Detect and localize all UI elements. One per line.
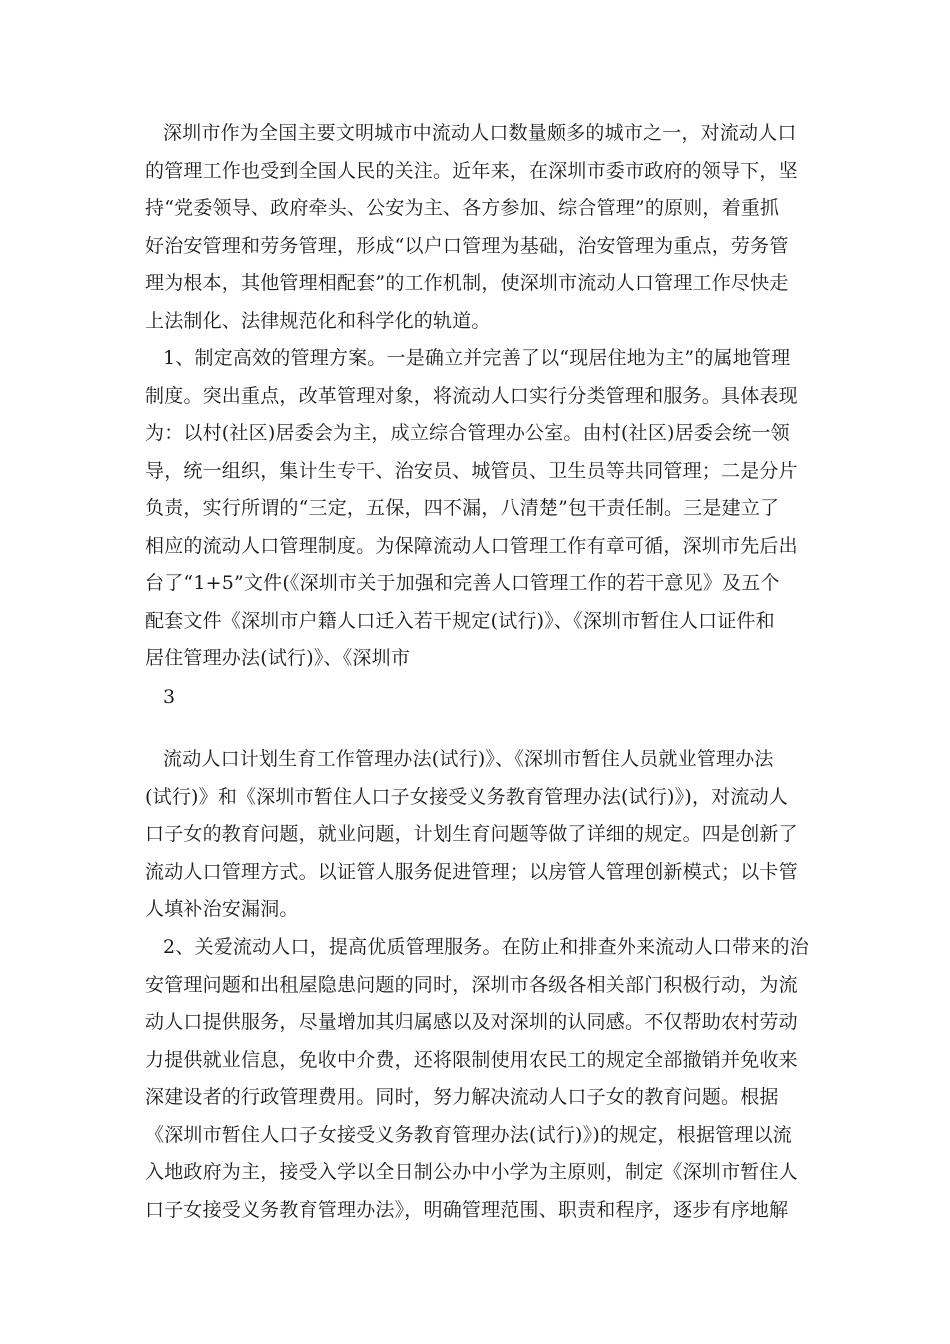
text-line: 居住管理办法(试行)》、《深圳市 xyxy=(145,647,411,669)
point-one-paragraph xyxy=(145,340,810,678)
text-line: 深建设者的行政管理费用。同时，努力解决流动人口子女的教育问题。根据 xyxy=(145,1086,779,1108)
text-line: 为：以村(社区)居委会为主，成立综合管理办公室。由村(社区)居委会统一领 xyxy=(145,422,790,444)
text-line: 安管理问题和出租屋隐患问题的同时，深圳市各级各相关部门积极行动，为流 xyxy=(145,973,798,996)
text-line: 力提供就业信息，免收中介费，还将限制使用农民工的规定全部撤销并免收来 xyxy=(145,1048,798,1071)
continuation-paragraph xyxy=(145,741,810,929)
text-line: 入地政府为主，接受入学以全日制公办中小学为主原则，制定《深圳市暂住人 xyxy=(145,1161,798,1183)
text-line: 好治安管理和劳务管理，形成“以户口管理为基础，治安管理为重点，劳务管 xyxy=(145,234,789,257)
text-line: 流动人口管理方式。以证管人服务促进管理；以房管人管理创新模式；以卡管 xyxy=(145,860,798,883)
page-number: 3 xyxy=(163,686,176,708)
text-line: 流动人口计划生育工作管理办法(试行)》、《深圳市暂住人员就业管理办法 xyxy=(163,748,774,770)
text-line: 口子女的教育问题，就业问题，计划生育问题等做了详细的规定。四是创新了 xyxy=(145,823,798,845)
text-line: 台了“1+5”文件(《深圳市关于加强和完善人口管理工作的若干意见》及五个 xyxy=(145,572,780,594)
text-line: 相应的流动人口管理制度。为保障流动人口管理工作有章可循，深圳市先后出 xyxy=(145,534,798,557)
text-line: 《深圳市暂住人口子女接受义务教育管理办法(试行)》)的规定，根据管理以流 xyxy=(145,1123,792,1146)
text-line: 持“党委领导、政府牵头、公安为主、各方参加、综合管理”的原则，着重抓 xyxy=(145,197,780,219)
text-line: 制度。突出重点，改革管理对象，将流动人口实行分类管理和服务。具体表现 xyxy=(145,384,798,407)
text-line: 配套文件《深圳市户籍人口迁入若干规定(试行)》、《深圳市暂住人口证件和 xyxy=(145,609,775,632)
intro-paragraph xyxy=(145,115,810,340)
text-line: 人填补治安漏洞。 xyxy=(145,898,299,920)
text-line: 导，统一组织，集计生专干、治安员、城管员、卫生员等共同管理；二是分片 xyxy=(145,459,798,482)
text-line: 口子女接受义务教育管理办法》，明确管理范围、职责和程序，逐步有序地解 xyxy=(145,1198,789,1221)
text-line: 2、关爱流动人口，提高优质管理服务。在防止和排查外来流动人口带来的治 xyxy=(163,936,809,958)
text-line: 理为根本，其他管理相配套”的工作机制，使深圳市流动人口管理工作尽快走 xyxy=(145,272,789,294)
text-line: (试行)》和《深圳市暂住人口子女接受义务教育管理办法(试行)》)，对流动人 xyxy=(145,785,788,808)
text-line: 负责，实行所谓的“三定，五保，四不漏，八清楚”包干责任制。三是建立了 xyxy=(145,497,780,519)
text-line: 上法制化、法律规范化和科学化的轨道。 xyxy=(145,309,491,332)
text-line: 深圳市作为全国主要文明城市中流动人口数量颇多的城市之一，对流动人口 xyxy=(163,122,797,144)
text-line: 动人口提供服务，尽量增加其归属感以及对深圳的认同感。不仅帮助农村劳动 xyxy=(145,1011,798,1033)
text-line: 的管理工作也受到全国人民的关注。近年来，在深圳市委市政府的领导下，坚 xyxy=(145,159,798,182)
point-two-paragraph xyxy=(145,929,810,1229)
text-line: 1、制定高效的管理方案。一是确立并完善了以“现居住地为主”的属地管理 xyxy=(163,347,791,369)
